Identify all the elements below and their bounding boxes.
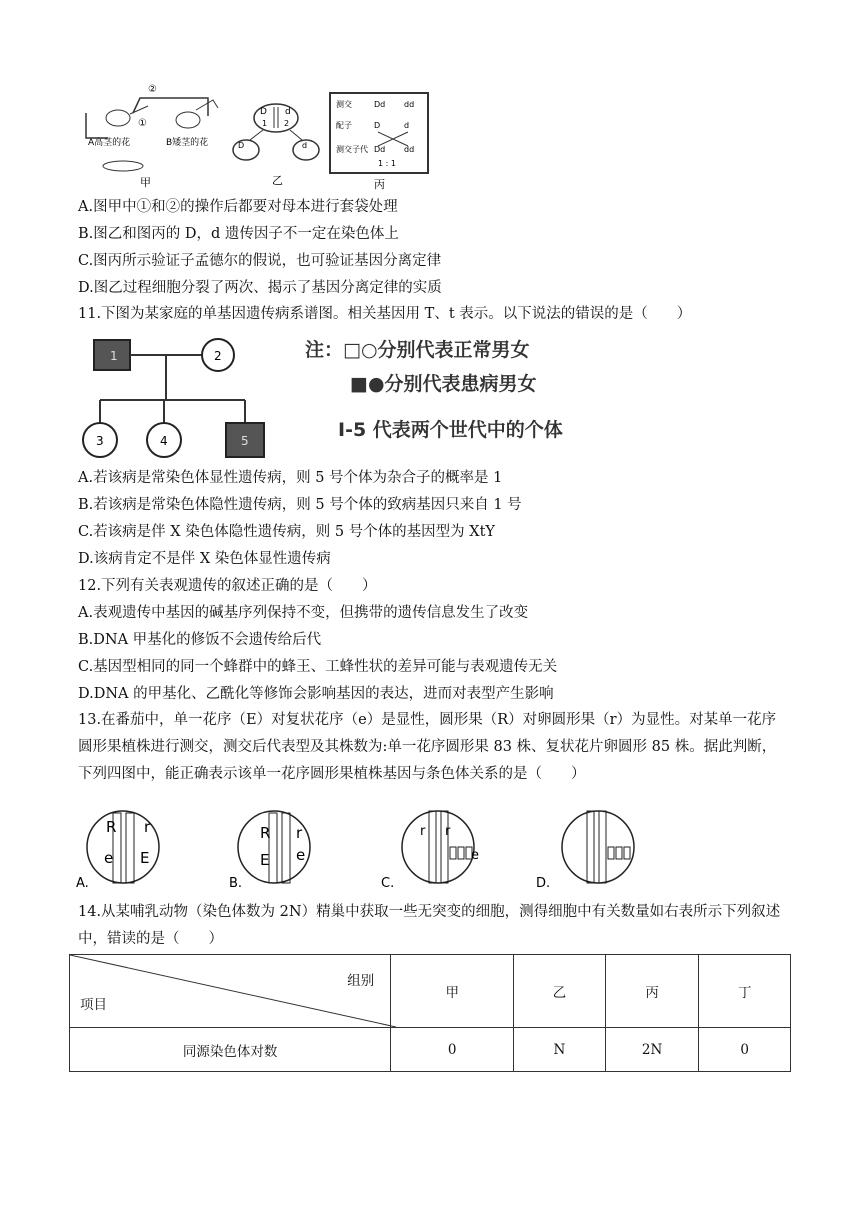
- svg-text:配子: 配子: [336, 121, 352, 130]
- figure-bing: [330, 93, 428, 190]
- q12-option-c: C.基因型相同的同一个蜂群中的蜂王、工蜂性状的差异可能与表观遗传无关: [78, 659, 558, 675]
- table-cell: 0: [699, 1028, 791, 1072]
- figure-yi: [233, 104, 319, 187]
- svg-text:dd: dd: [404, 100, 415, 109]
- q10-option-b: B.图乙和图丙的 D，d 遗传因子不一定在染色体上: [78, 226, 399, 242]
- svg-text:Dd: Dd: [374, 100, 386, 109]
- svg-text:R: R: [106, 818, 117, 836]
- svg-text:B.: B.: [229, 876, 243, 891]
- q11-stem: 11.下图为某家庭的单基因遗传病系谱图。相关基因用 T、t 表示。以下说法的错误的是（ ）: [78, 306, 692, 322]
- svg-text:R: R: [260, 824, 271, 842]
- svg-text:2: 2: [284, 119, 290, 128]
- svg-text:D: D: [374, 121, 381, 130]
- q11-option-c: C.若该病是伴 X 染色体隐性遗传病，则 5 号个体的基因型为 XtY: [78, 524, 496, 540]
- q12-stem: 12.下列有关表观遗传的叙述正确的是（ ）: [78, 578, 377, 594]
- svg-text:1: 1: [110, 349, 118, 363]
- svg-text:E: E: [260, 851, 270, 869]
- svg-text:丙: 丙: [374, 178, 385, 190]
- svg-text:测交子代: 测交子代: [336, 145, 368, 154]
- q13-options-figure: [76, 805, 656, 895]
- svg-text:2: 2: [214, 349, 222, 363]
- q13-stem: 13.在番茄中，单一花序（E）对复状花序（e）是显性，圆形果（R）对卵圆形果（r）为显性。对某单一花序圆形果植株进行测交，测交后代表型及其株数为:单一花序圆形果 83 株、复状花片卵圆形 85 株。据此判断，下列四图中，能正确表示该单一花序圆形果植株基因与条色体关系的是（ ）: [78, 712, 777, 782]
- header-item-label: 项目: [80, 997, 107, 1013]
- figure-jia: [86, 84, 218, 189]
- table-cell: N: [514, 1028, 606, 1072]
- q10-option-d: D.图乙过程细胞分裂了两次、揭示了基因分离定律的实质: [78, 280, 442, 296]
- svg-text:r: r: [420, 824, 426, 839]
- column-header: 丁: [699, 955, 791, 1028]
- header-group-label: 组别: [347, 973, 375, 989]
- svg-text:dd: dd: [404, 145, 415, 154]
- svg-text:甲: 甲: [140, 176, 151, 189]
- svg-text:d: d: [404, 121, 410, 130]
- q11-option-a: A.若该病是常染色体显性遗传病，则 5 号个体为杂合子的概率是 1: [78, 470, 503, 486]
- svg-text:乙: 乙: [272, 174, 283, 187]
- q10-option-a: A.图甲中①和②的操作后都要对母本进行套袋处理: [78, 199, 398, 215]
- q12-option-b: B.DNA 甲基化的修饭不会遗传给后代: [78, 632, 322, 648]
- q11-pedigree: [80, 330, 600, 460]
- svg-text:D: D: [238, 141, 245, 150]
- svg-text:E: E: [140, 849, 150, 867]
- svg-text:A高茎的花: A高茎的花: [88, 138, 131, 148]
- svg-text:C.: C.: [381, 876, 395, 891]
- table-header-row: [70, 955, 791, 1028]
- svg-text:5: 5: [241, 434, 249, 448]
- svg-text:e: e: [296, 846, 306, 864]
- svg-text:①: ①: [138, 118, 147, 129]
- q12-option-d: D.DNA 的甲基化、乙酰化等修饰会影响基因的表达，进而对表型产生影响: [78, 686, 554, 702]
- svg-text:e: e: [471, 848, 479, 863]
- q11-option-b: B.若该病是常染色体隐性遗传病，则 5 号个体的致病基因只来自 1 号: [78, 497, 522, 513]
- q13-option-c[interactable]: [381, 811, 479, 891]
- table-corner-header: [70, 955, 391, 1028]
- svg-text:②: ②: [148, 84, 157, 95]
- q11-option-d: D.该病肯定不是伴 X 染色体显性遗传病: [78, 551, 331, 567]
- svg-text:A.: A.: [76, 876, 89, 891]
- svg-text:D: D: [260, 107, 267, 117]
- svg-text:D.: D.: [536, 876, 551, 891]
- svg-text:r: r: [445, 824, 451, 839]
- table-cell: 0: [391, 1028, 514, 1072]
- svg-text:1: 1: [262, 119, 268, 128]
- q12-option-a: A.表观遗传中基因的碱基序列保持不变，但携带的遗传信息发生了改变: [78, 605, 529, 621]
- svg-text:e: e: [104, 849, 114, 867]
- svg-text:B矮茎的花: B矮茎的花: [166, 138, 209, 148]
- row-label: 同源染色体对数: [70, 1028, 391, 1072]
- svg-text:4: 4: [160, 434, 168, 448]
- column-header: 乙: [514, 955, 606, 1028]
- table-row: [70, 1028, 791, 1072]
- legend-affected: ■●分别代表患病男女: [350, 373, 537, 395]
- legend-normal: 注：□○分别代表正常男女: [305, 339, 530, 361]
- column-header: 甲: [391, 955, 514, 1028]
- svg-text:3: 3: [96, 434, 104, 448]
- q13-option-b[interactable]: [229, 811, 310, 891]
- q13-option-d[interactable]: [536, 811, 634, 891]
- svg-text:d: d: [285, 107, 291, 117]
- column-header: 丙: [605, 955, 699, 1028]
- q13-option-a[interactable]: [76, 811, 159, 891]
- q14-stem: 14.从某哺乳动物（染色体数为 2N）精巢中获取一些无突变的细胞，测得细胞中有关数量如右表所示下列叙述中，错读的是（ ）: [78, 904, 781, 947]
- svg-text:r: r: [144, 818, 151, 836]
- legend-generation: Ⅰ-5 代表两个世代中的个体: [338, 419, 563, 441]
- q10-figure: [78, 78, 438, 190]
- q14-table: [69, 954, 791, 1072]
- svg-text:1 : 1: 1 : 1: [378, 159, 396, 168]
- table-cell: 2N: [605, 1028, 699, 1072]
- svg-text:d: d: [302, 141, 308, 150]
- svg-text:r: r: [296, 824, 303, 842]
- svg-text:Dd: Dd: [374, 145, 386, 154]
- q10-option-c: C.图丙所示验证子孟德尔的假说，也可验证基因分离定律: [78, 253, 442, 269]
- svg-text:测交: 测交: [336, 100, 352, 109]
